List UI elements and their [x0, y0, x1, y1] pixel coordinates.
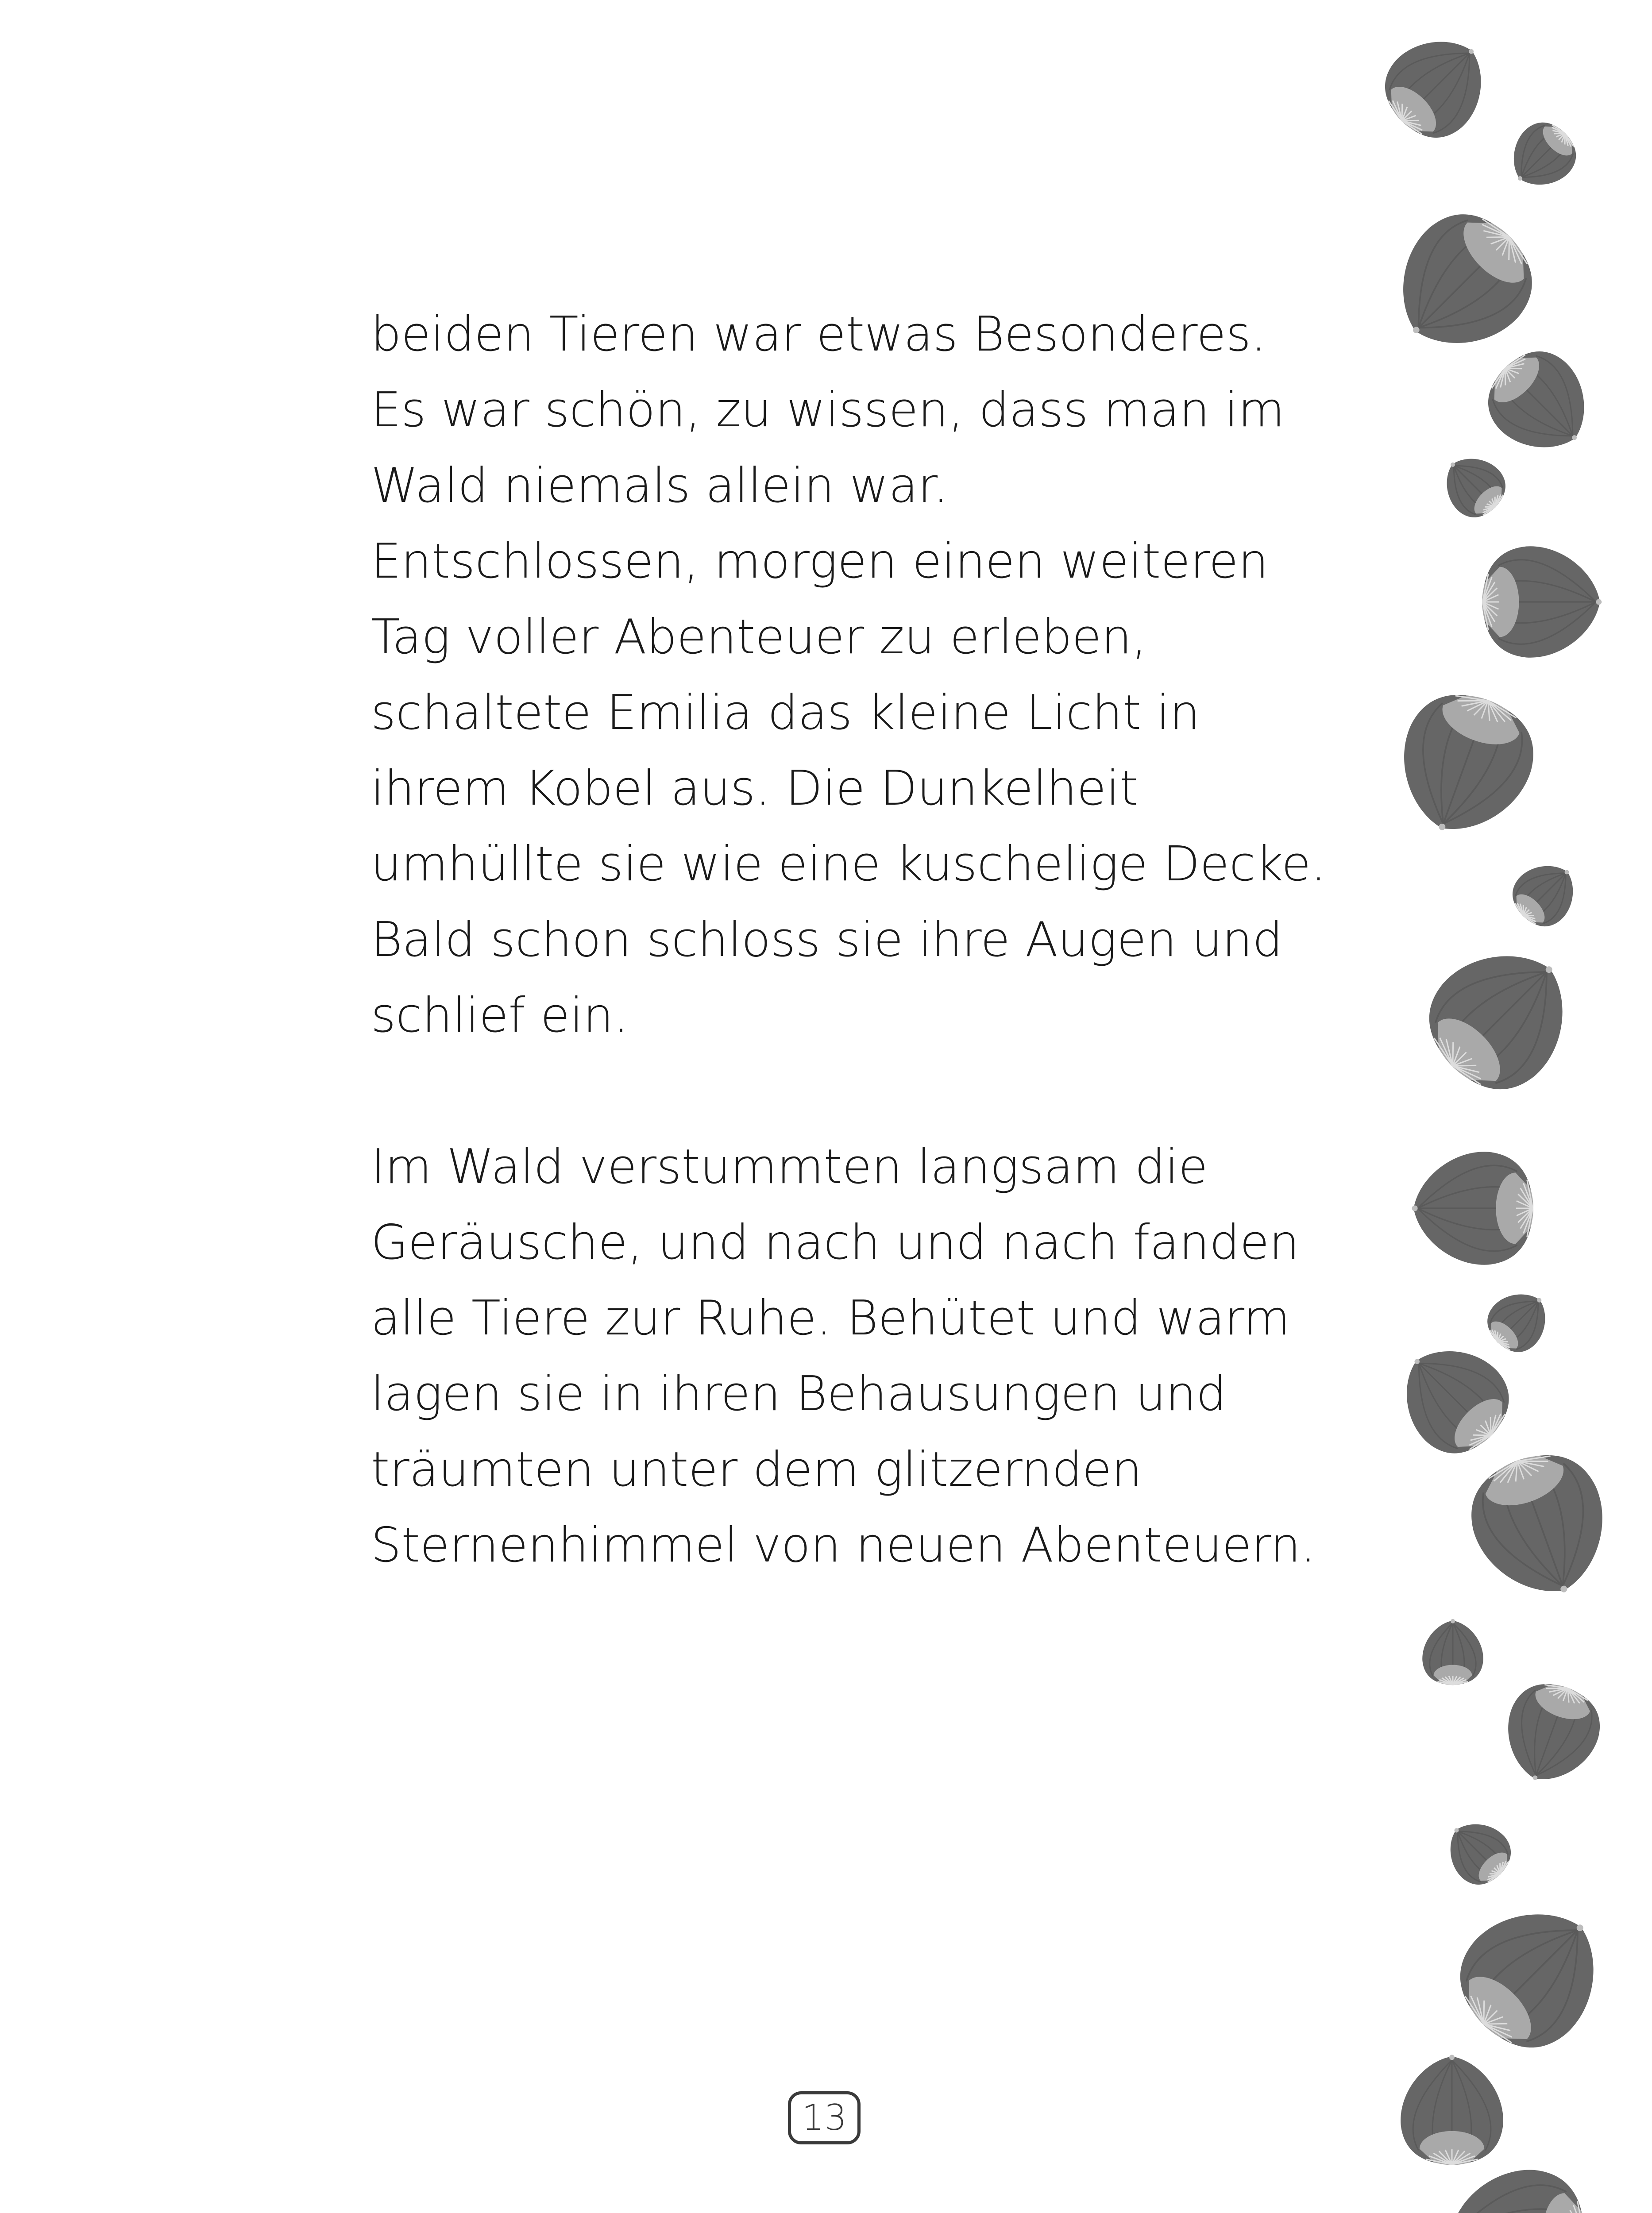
text-line: alle Tiere zur Ruhe. Behütet und warm: [371, 1291, 1290, 1346]
text-line: träumten unter dem glitzernden: [371, 1442, 1142, 1497]
text-line: Wald niemals allein war.: [371, 458, 949, 513]
text-line: schaltete Emilia das kleine Licht in: [371, 685, 1200, 740]
hazelnut-icon: [1434, 1808, 1521, 1895]
text-line: Geräusche, und nach und nach fanden: [371, 1215, 1300, 1270]
text-line: ihrem Kobel aus. Die Dunkelheit: [371, 761, 1139, 816]
text-line: Im Wald verstummten langsam die: [371, 1139, 1208, 1195]
text-line: Bald schon schloss sie ihre Augen und: [371, 912, 1283, 968]
paragraph-1: [371, 297, 1326, 1053]
hazelnut-icon: [1431, 443, 1516, 528]
hazelnut-icon: [1372, 192, 1554, 377]
story-text: [371, 297, 1326, 1583]
hazelnut-icon: [1491, 1672, 1611, 1796]
hazelnut-icon: [1471, 335, 1609, 472]
hazelnut-icon: [1422, 1619, 1483, 1685]
hazelnut-icon: [1478, 1279, 1561, 1362]
text-line: Sternenhimmel von neuen Abenteuern.: [371, 1518, 1316, 1573]
text-line: Es war schön, zu wissen, dass man im: [371, 382, 1285, 438]
hazelnut-icon: [1372, 17, 1506, 154]
text-line: lagen sie in ihren Behausungen und: [371, 1366, 1227, 1422]
text-line: schlief ein.: [371, 988, 629, 1043]
text-line: Entschlossen, morgen einen weiteren: [371, 534, 1269, 589]
hazelnut-icon: [1401, 2055, 1503, 2165]
page-number-badge: 13: [788, 2091, 861, 2144]
hazelnut-icon: [1456, 1438, 1626, 1614]
text-line: beiden Tieren war etwas Besonderes.: [371, 307, 1266, 362]
hazelnut-icon: [1412, 1152, 1533, 1265]
hazelnut-border: [1372, 0, 1652, 2213]
text-line: umhüllte sie wie eine kuschelige Decke.: [371, 837, 1326, 892]
hazelnut-icon: [1502, 850, 1589, 937]
hazelnut-icon: [1437, 1879, 1629, 2070]
paragraph-2: [371, 1129, 1323, 1583]
text-line: Tag voller Abenteuer zu erleben,: [371, 609, 1147, 665]
hazelnut-icon: [1406, 921, 1598, 1112]
hazelnut-icon: [1482, 546, 1602, 657]
hazelnut-icon: [1449, 2170, 1584, 2213]
hazelnut-icon: [1497, 112, 1587, 201]
hazelnut-icon: [1381, 678, 1549, 852]
